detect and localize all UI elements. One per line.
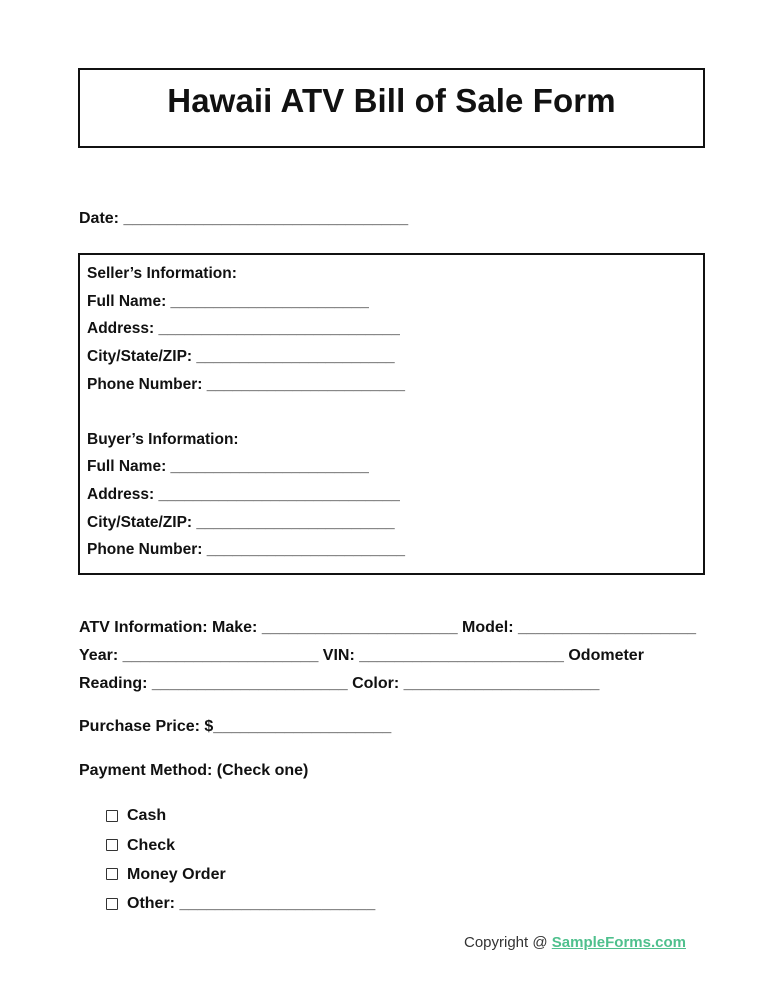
payment-option-label: Cash xyxy=(127,807,167,824)
seller-heading: Seller’s Information: xyxy=(87,265,237,282)
buyer-full-name-field[interactable]: Full Name: _______________________ xyxy=(87,458,369,475)
party-info-box xyxy=(78,253,705,575)
buyer-city-state-zip-field[interactable]: City/State/ZIP: _______________________ xyxy=(87,514,395,531)
atv-info-line-2[interactable]: Year: ______________________ VIN: _______________________ Odometer xyxy=(79,647,644,664)
checkbox-icon[interactable] xyxy=(106,898,118,910)
purchase-price-field[interactable]: Purchase Price: $____________________ xyxy=(79,718,392,735)
checkbox-icon[interactable] xyxy=(106,839,118,851)
payment-option-label: Check xyxy=(127,837,176,854)
payment-option-label: Money Order xyxy=(127,866,226,883)
seller-full-name-field[interactable]: Full Name: _______________________ xyxy=(87,293,369,310)
checkbox-icon[interactable] xyxy=(106,868,118,880)
seller-phone-field[interactable]: Phone Number: _______________________ xyxy=(87,376,405,393)
page-title: Hawaii ATV Bill of Sale Form xyxy=(167,82,616,119)
payment-method-label: Payment Method: (Check one) xyxy=(79,762,309,779)
seller-address-field[interactable]: Address: ____________________________ xyxy=(87,320,400,337)
date-field[interactable]: Date: ________________________________ xyxy=(79,210,409,227)
buyer-address-field[interactable]: Address: ____________________________ xyxy=(87,486,400,503)
copyright-notice xyxy=(464,934,686,951)
seller-city-state-zip-field[interactable]: City/State/ZIP: _______________________ xyxy=(87,348,395,365)
atv-info-line-1[interactable]: ATV Information: Make: ______________________ Model: ____________________ xyxy=(79,619,696,636)
title-box xyxy=(78,68,705,148)
brand-link[interactable]: SampleForms.com xyxy=(551,934,686,951)
atv-info-line-3[interactable]: Reading: ______________________ Color: ______________________ xyxy=(79,675,600,692)
copyright-prefix: Copyright @ xyxy=(464,934,552,951)
buyer-heading: Buyer’s Information: xyxy=(87,431,239,448)
buyer-phone-field[interactable]: Phone Number: _______________________ xyxy=(87,541,405,558)
checkbox-icon[interactable] xyxy=(106,810,118,822)
payment-option-other-field[interactable]: Other: ______________________ xyxy=(127,895,376,912)
